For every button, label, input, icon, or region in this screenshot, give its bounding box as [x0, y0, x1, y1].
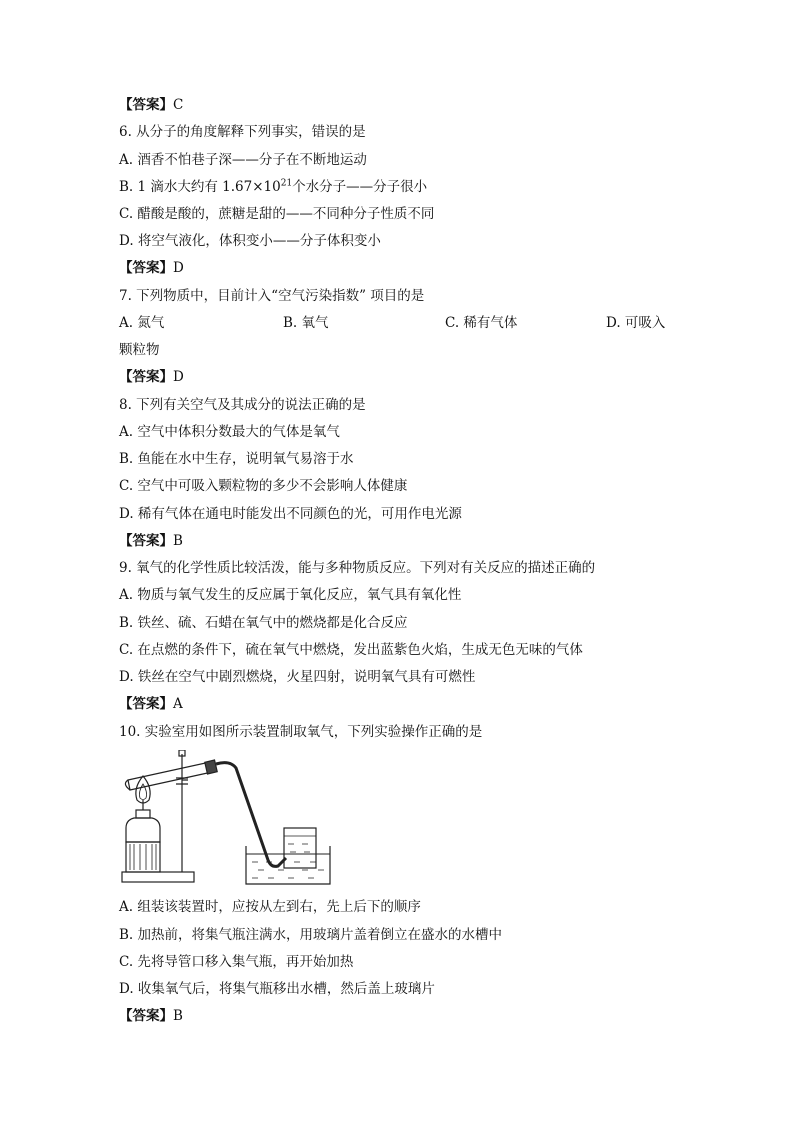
answer-line-q10 [119, 1007, 183, 1025]
water-lines [252, 862, 324, 878]
option-c-q7: C. 稀有气体 [445, 315, 518, 331]
delivery-tube [216, 763, 286, 867]
alcohol-lamp [126, 818, 160, 842]
answer-label: 【答案】 [119, 1008, 173, 1024]
option-d-q7: D. 可吸入 [606, 315, 666, 331]
stopper [205, 760, 217, 774]
option-a-q9: A. 物质与氧气发生的反应属于氧化反应，氧气具有氧化性 [119, 587, 462, 603]
answer-value: D [173, 260, 184, 276]
question-stem-q7: 7. 下列物质中，目前计入“空气污染指数” 项目的是 [119, 288, 425, 304]
answer-label: 【答案】 [119, 97, 173, 113]
lamp-neck [136, 810, 150, 818]
option-b-q8: B. 鱼能在水中生存，说明氧气易溶于水 [119, 451, 354, 467]
answer-line-q8 [119, 532, 183, 550]
answer-value: B [173, 1008, 183, 1024]
option-b-q10: B. 加热前，将集气瓶注满水，用玻璃片盖着倒立在盛水的水槽中 [119, 927, 503, 943]
answer-value: C [173, 97, 184, 113]
option-b-text-post: 个水分子——分子很小 [292, 179, 428, 195]
question-stem-q9: 9. 氧气的化学性质比较活泼，能与多种物质反应。下列对有关反应的描述正确的 [119, 560, 596, 576]
option-a-q6: A. 酒香不怕巷子深——分子在不断地运动 [119, 152, 367, 168]
option-b-q9: B. 铁丝、硫、石蜡在氧气中的燃烧都是化合反应 [119, 615, 408, 631]
test-tube [128, 762, 212, 790]
question-stem-q10: 10. 实验室用如图所示装置制取氧气，下列实验操作正确的是 [119, 724, 483, 740]
wood-grain [130, 844, 156, 870]
answer-label: 【答案】 [119, 533, 173, 549]
answer-value: A [173, 696, 183, 712]
bottle-water [288, 844, 310, 852]
option-c-q10: C. 先将导管口移入集气瓶，再开始加热 [119, 954, 354, 970]
flame [136, 776, 150, 803]
option-c-q8: C. 空气中可吸入颗粒物的多少不会影响人体健康 [119, 478, 408, 494]
option-d-continuation-q7: 颗粒物 [119, 342, 160, 358]
stand-base [122, 872, 194, 882]
answer-line-q6 [119, 259, 184, 277]
option-c-q9: C. 在点燃的条件下，硫在氧气中燃烧，发出蓝紫色火焰，生成无色无味的气体 [119, 642, 583, 658]
answer-value: D [173, 369, 184, 385]
answer-line-q5 [119, 96, 183, 114]
option-b-text: B. 1 滴水大约有 1.67×10 [119, 179, 281, 195]
answer-label: 【答案】 [119, 260, 173, 276]
option-c-q6: C. 醋酸是酸的，蔗糖是甜的——不同种分子性质不同 [119, 206, 435, 222]
question-stem-q8: 8. 下列有关空气及其成分的说法正确的是 [119, 397, 366, 413]
exponent: 21 [280, 178, 293, 189]
answer-value: B [173, 533, 183, 549]
wooden-block [126, 842, 160, 872]
option-b-q6 [119, 178, 427, 196]
answer-line-q9 [119, 695, 183, 713]
answer-line-q7 [119, 368, 184, 386]
option-a-q10: A. 组装该装置时，应按从左到右，先上后下的顺序 [119, 899, 421, 915]
question-stem-q6: 6. 从分子的角度解释下列事实，错误的是 [119, 124, 366, 140]
option-d-q6: D. 将空气液化，体积变小——分子体积变小 [119, 233, 381, 249]
option-b-q7: B. 氧气 [283, 315, 329, 331]
answer-label: 【答案】 [119, 369, 173, 385]
oxygen-apparatus-figure [118, 750, 333, 890]
answer-label: 【答案】 [119, 696, 173, 712]
option-d-q10: D. 收集氧气后，将集气瓶移出水槽，然后盖上玻璃片 [119, 981, 435, 997]
option-a-q8: A. 空气中体积分数最大的气体是氧气 [119, 424, 340, 440]
option-d-q9: D. 铁丝在空气中剧烈燃烧，火星四射，说明氧气具有可燃性 [119, 669, 476, 685]
option-d-q8: D. 稀有气体在通电时能发出不同颜色的光，可用作电光源 [119, 506, 462, 522]
option-a-q7: A. 氮气 [119, 315, 165, 331]
